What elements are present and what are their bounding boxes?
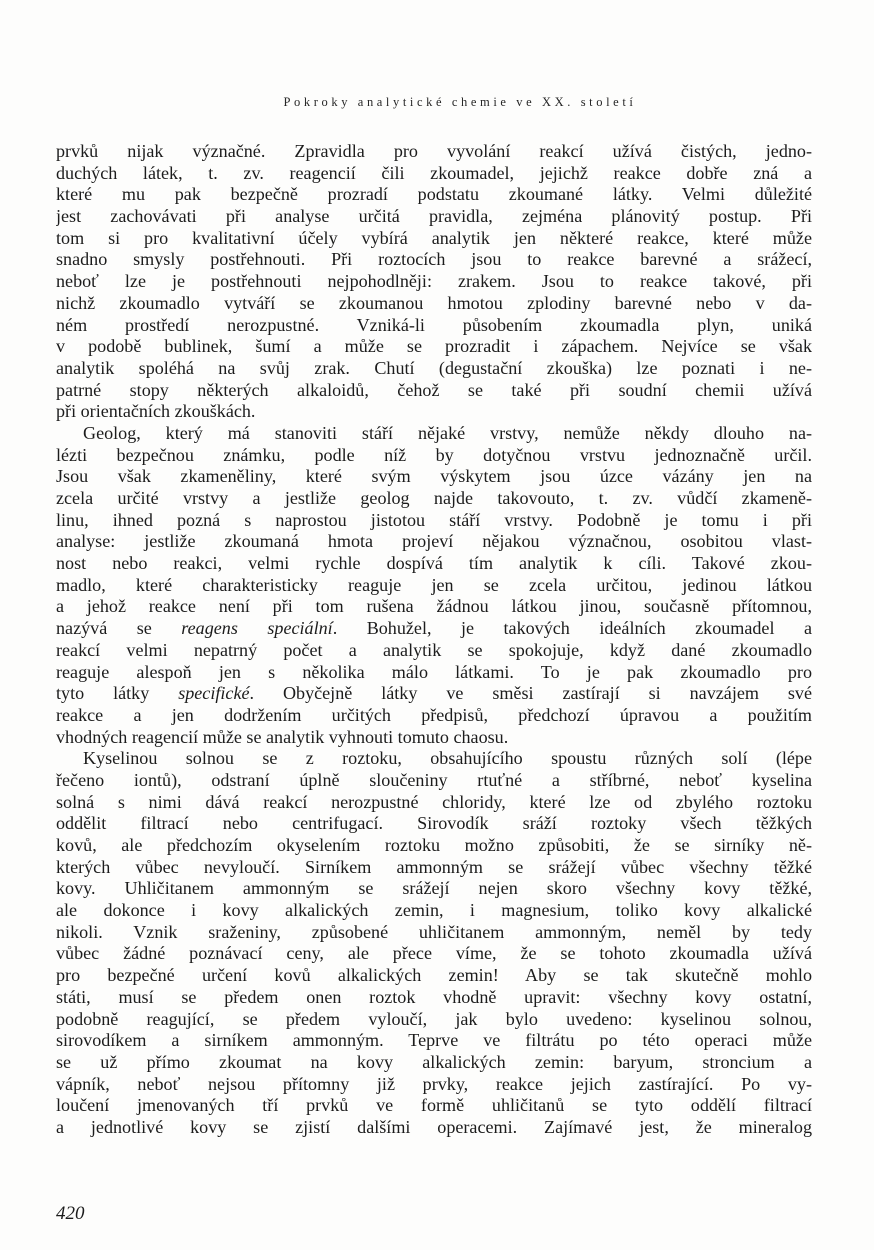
text-line: se už přímo zkoumat na kovy alkalických zemin: baryum, stroncium a — [56, 1051, 812, 1072]
text-line: státi, musí se předem onen roztok vhodně upravit: všechny kovy ostatní, — [56, 986, 812, 1007]
text-line: nikoli. Vznik sraženiny, způsobené uhličitanem ammonným, neměl by tedy — [56, 921, 812, 942]
text-line: vůbec žádné poznávací ceny, ale přece víme, že se tohoto zkoumadla užívá — [56, 943, 812, 964]
italic-term: reagens speciální — [181, 618, 333, 639]
text-segment: . Obyčejně látky ve směsi zastírají si navzájem své — [249, 683, 812, 704]
text-line: v podobě bublinek, šumí a může se prozradit i zápachem. Nejvíce se však — [56, 336, 812, 357]
text-line: lézti bezpečnou známku, podle níž by dotyčnou vrstvu jednoznačně určil. — [56, 444, 812, 465]
text-line: kovy. Uhličitanem ammonným se srážejí nejen skoro všechny kovy těžké, — [56, 878, 812, 899]
text-line: a jednotlivé kovy se zjistí dalšími operacemi. Zajímavé jest, že mineralog — [56, 1116, 812, 1137]
text-line: linu, ihned pozná s naprostou jistotou stáří vrstvy. Podobně je tomu i při — [56, 509, 812, 530]
text-line: nichž zkoumadlo vytváří se zkoumanou hmotou zplodiny barevné nebo v da- — [56, 292, 812, 313]
text-line: tom si pro kvalitativní účely vybírá analytik jen některé reakce, které může — [56, 227, 812, 248]
text-line: zcela určité vrstvy a jestliže geolog najde takovouto, t. zv. vůdčí zkameně- — [56, 488, 812, 508]
text-line: a jehož reakce není při tom rušena žádnou látkou jinou, současně přítomnou, — [56, 596, 812, 617]
text-line: vápník, neboť nejsou přítomny již prvky, reakce jejich zastírající. Po vy- — [56, 1073, 812, 1094]
text-line: ale dokonce i kovy alkalických zemin, i magnesium, toliko kovy alkalické — [56, 900, 812, 921]
text-line: reaguje alespoň jen s několika málo látkami. To je pak zkoumadlo pro — [56, 661, 812, 682]
italic-term: specifické — [178, 683, 250, 704]
text-line: analyse: jestliže zkoumaná hmota projeví nějakou význačnou, osobitou vlast- — [56, 531, 812, 552]
text-line — [56, 683, 812, 705]
text-line: reakcí velmi nepatrný počet a analytik se spokojuje, když dané zkoumadlo — [56, 639, 812, 660]
text-line: jest zachovávati při analyse určitá pravidla, zejména plánovitý postup. Při — [56, 206, 812, 227]
running-head: Pokroky analytické chemie ve XX. století — [283, 95, 637, 109]
text-line: Jsou však zkameněliny, které svým výskytem jsou úzce vázány jen na — [56, 466, 812, 487]
text-segment: . Bohužel, je takových ideálních zkoumadel a — [332, 618, 812, 639]
text-line: vhodných reagencií může se analytik vyhnouti tomuto chaosu. — [56, 726, 509, 747]
text-line: prvků nijak význačné. Zpravidla pro vyvolání reakcí užívá čistých, jedno- — [56, 141, 812, 161]
text-line: patrné stopy některých alkaloidů, čehož se také při soudní chemii užívá — [56, 379, 812, 400]
text-line: ném prostředí nerozpustné. Vzniká-li působením zkoumadla plyn, uniká — [56, 314, 812, 335]
text-line: kovů, ale předchozím okyselením roztoku možno způsobiti, že se sirníky ně- — [56, 835, 812, 855]
text-line: snadno smysly postřehnouti. Při roztocích jsou to reakce barevné a srážecí, — [56, 249, 812, 270]
text-line: loučení jmenovaných tří prvků ve formě uhličitanů se tyto oddělí filtrací — [56, 1095, 812, 1116]
text-line: oddělit filtrací nebo centrifugací. Sirovodík sráží roztoky všech těžkých — [56, 813, 812, 834]
text-segment: nazývá se — [56, 618, 182, 639]
text-line: které mu pak bezpečně prozradí podstatu zkoumané látky. Velmi důležité — [56, 184, 812, 205]
text-line: reakce a jen dodržením určitých předpisů, předchozí úpravou a použitím — [56, 704, 812, 725]
text-line: neboť lze je postřehnouti nejpohodlněji: zrakem. Jsou to reakce takové, při — [56, 271, 812, 292]
text-line: analytik spoléhá na svůj zrak. Chutí (degustační zkouška) lze poznati i ne- — [56, 357, 812, 378]
text-line: solná s nimi dává reakcí nerozpustné chloridy, které lze od zbylého roztoku — [56, 791, 812, 812]
text-line: Geolog, který má stanoviti stáří nějaké vrstvy, nemůže někdy dlouho na- — [83, 422, 812, 443]
text-line: nost nebo reakci, velmi rychle dospívá tím analytik k cíli. Takové zkou- — [56, 553, 812, 574]
text-line — [56, 618, 812, 640]
text-line: pro bezpečné určení kovů alkalických zemin! Aby se tak skutečně mohlo — [56, 965, 812, 986]
body-text — [56, 141, 812, 1139]
text-line: podobně reagující, se předem vyloučí, jak bylo uvedeno: kyselinou solnou, — [56, 1008, 812, 1029]
text-segment: tyto látky — [56, 683, 179, 704]
text-line: Kyselinou solnou se z roztoku, obsahujícího spoustu různých solí (lépe — [83, 748, 812, 769]
page-number: 420 — [56, 1203, 85, 1224]
text-line: při orientačních zkouškách. — [56, 401, 256, 422]
text-line: madlo, které charakteristicky reaguje jen se zcela určitou, jedinou látkou — [56, 574, 812, 595]
text-line: kterých vůbec nevyloučí. Sirníkem ammonným se srážejí vůbec všechny těžké — [56, 856, 812, 877]
text-line: řečeno iontů), odstraní úplně sloučeniny rtuťné a stříbrné, neboť kyselina — [56, 769, 812, 790]
text-line: duchých látek, t. zv. reagencií čili zkoumadel, jejichž reakce dobře zná a — [56, 162, 812, 183]
text-line: sirovodíkem a sirníkem ammonným. Teprve ve filtrátu po této operaci může — [56, 1030, 812, 1051]
